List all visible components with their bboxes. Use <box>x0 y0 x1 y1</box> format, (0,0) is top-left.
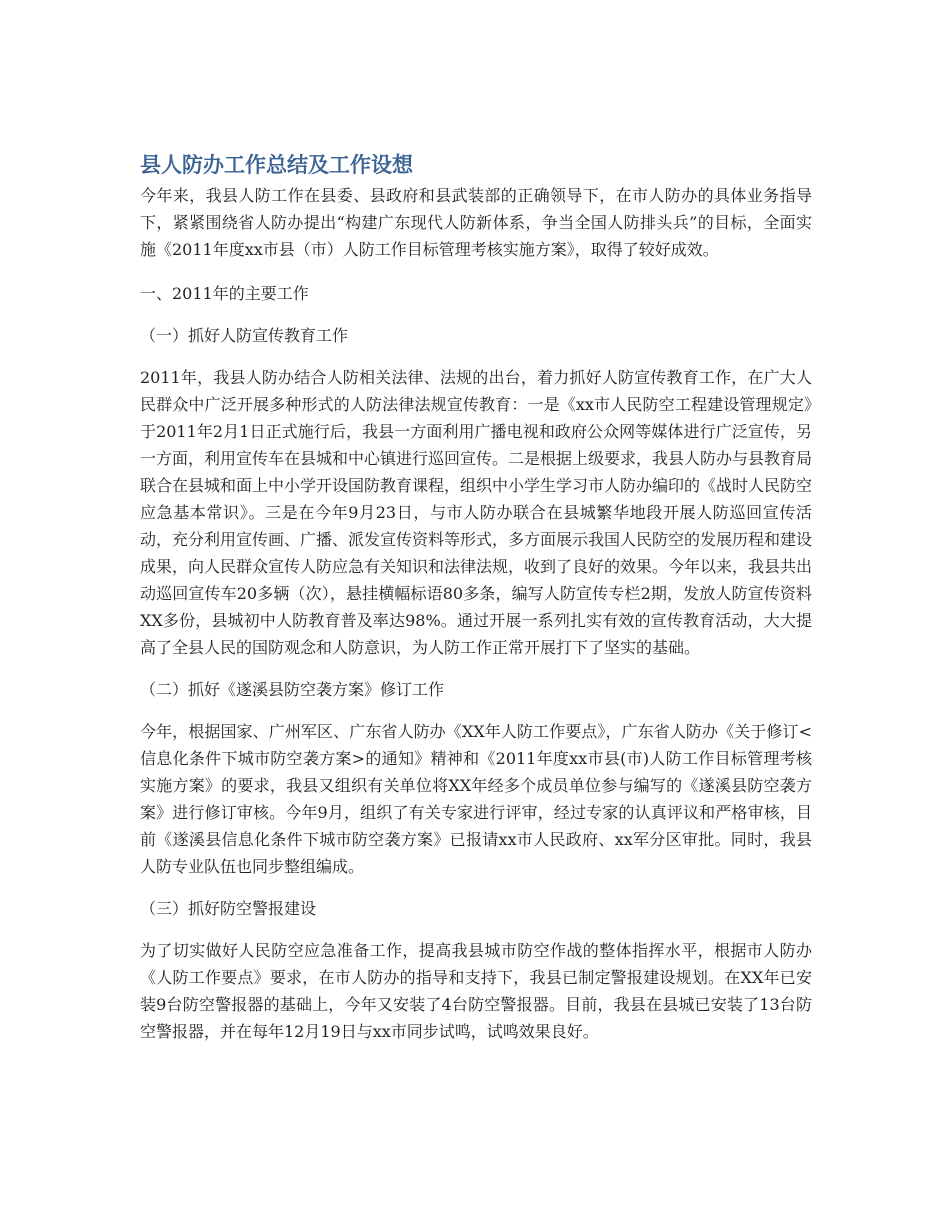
subsection-heading-publicity: （一）抓好人防宣传教育工作 <box>140 326 349 345</box>
subsection-heading-alarm-construction: （三）抓好防空警报建设 <box>140 899 317 918</box>
publicity-paragraph: 2011年，我县人防办结合人防相关法律、法规的出台，着力抓好人防宣传教育工作，在广大人民群众中广泛开展多种形式的人防法律法规宣传教育：一是《xx市人民防空工程建设管理规定》于2011年2月1日正式施行后，我县一方面利用广播电视和政府公众网等媒体进行广泛宣传，另一方面，利用宣传车在县城和中心镇进行巡回宣传。二是根据上级要求，我县人防办与县教育局联合在县城和面上中小学开设国防教育课程，组织中小学生学习市人防办编印的《战时人民防空应急基本常识》。三是在今年9月23日，与市人防办联合在县城繁华地段开展人防巡回宣传活动，充分利用宣传画、广播、派发宣传资料等形式，多方面展示我国人民防空的发展历程和建设成果，向人民群众宣传人防应急有关知识和法律法规，收到了良好的效果。今年以来，我县共出动巡回宣传车20多辆（次），悬挂横幅标语80多条，编写人防宣传专栏2期，发放人防宣传资料XX多份，县城初中人防教育普及率达98%。通过开展一系列扎实有效的宣传教育活动，大大提高了全县人民的国防观念和人防意识，为人防工作正常开展打下了坚实的基础。 <box>140 368 813 657</box>
alarm-construction-paragraph: 为了切实做好人民防空应急准备工作，提高我县城市防空作战的整体指挥水平，根据市人防办《人防工作要点》要求，在市人防办的指导和支持下，我县已制定警报建设规划。在XX年已安装9台防空警报器的基础上，今年又安装了4台防空警报器。目前，我县在县城已安装了13台防空警报器，并在每年12月19日与xx市同步试鸣，试鸣效果良好。 <box>140 941 812 1041</box>
document-title: 县人防办工作总结及工作设想 <box>140 153 413 177</box>
section-heading-main-work: 一、2011年的主要工作 <box>140 284 309 303</box>
air-defense-plan-paragraph: 今年，根据国家、广州军区、广东省人防办《XX年人防工作要点》，广东省人防办《关于修订<信息化条件下城市防空袭方案>的通知》精神和《2011年度xx市县(市)人防工作目标管理考核实施方案》的要求，我县又组织有关单位将XX年经多个成员单位参与编写的《遂溪县防空袭方案》进行修订审核。今年9月，组织了有关专家进行评审，经过专家的认真评议和严格审核，目前《遂溪县信息化条件下城市防空袭方案》已报请xx市人民政府、xx军分区审批。同时，我县人防专业队伍也同步整组编成。 <box>140 722 812 876</box>
subsection-heading-air-defense-plan: （二）抓好《遂溪县防空袭方案》修订工作 <box>140 680 445 699</box>
intro-paragraph: 今年来，我县人防工作在县委、县政府和县武装部的正确领导下，在市人防办的具体业务指导下，紧紧围绕省人防办提出“构建广东现代人防新体系，争当全国人防排头兵”的目标，全面实施《2011年度xx市县（市）人防工作目标管理考核实施方案》，取得了较好成效。 <box>140 186 812 259</box>
document-content <box>140 150 812 1060</box>
